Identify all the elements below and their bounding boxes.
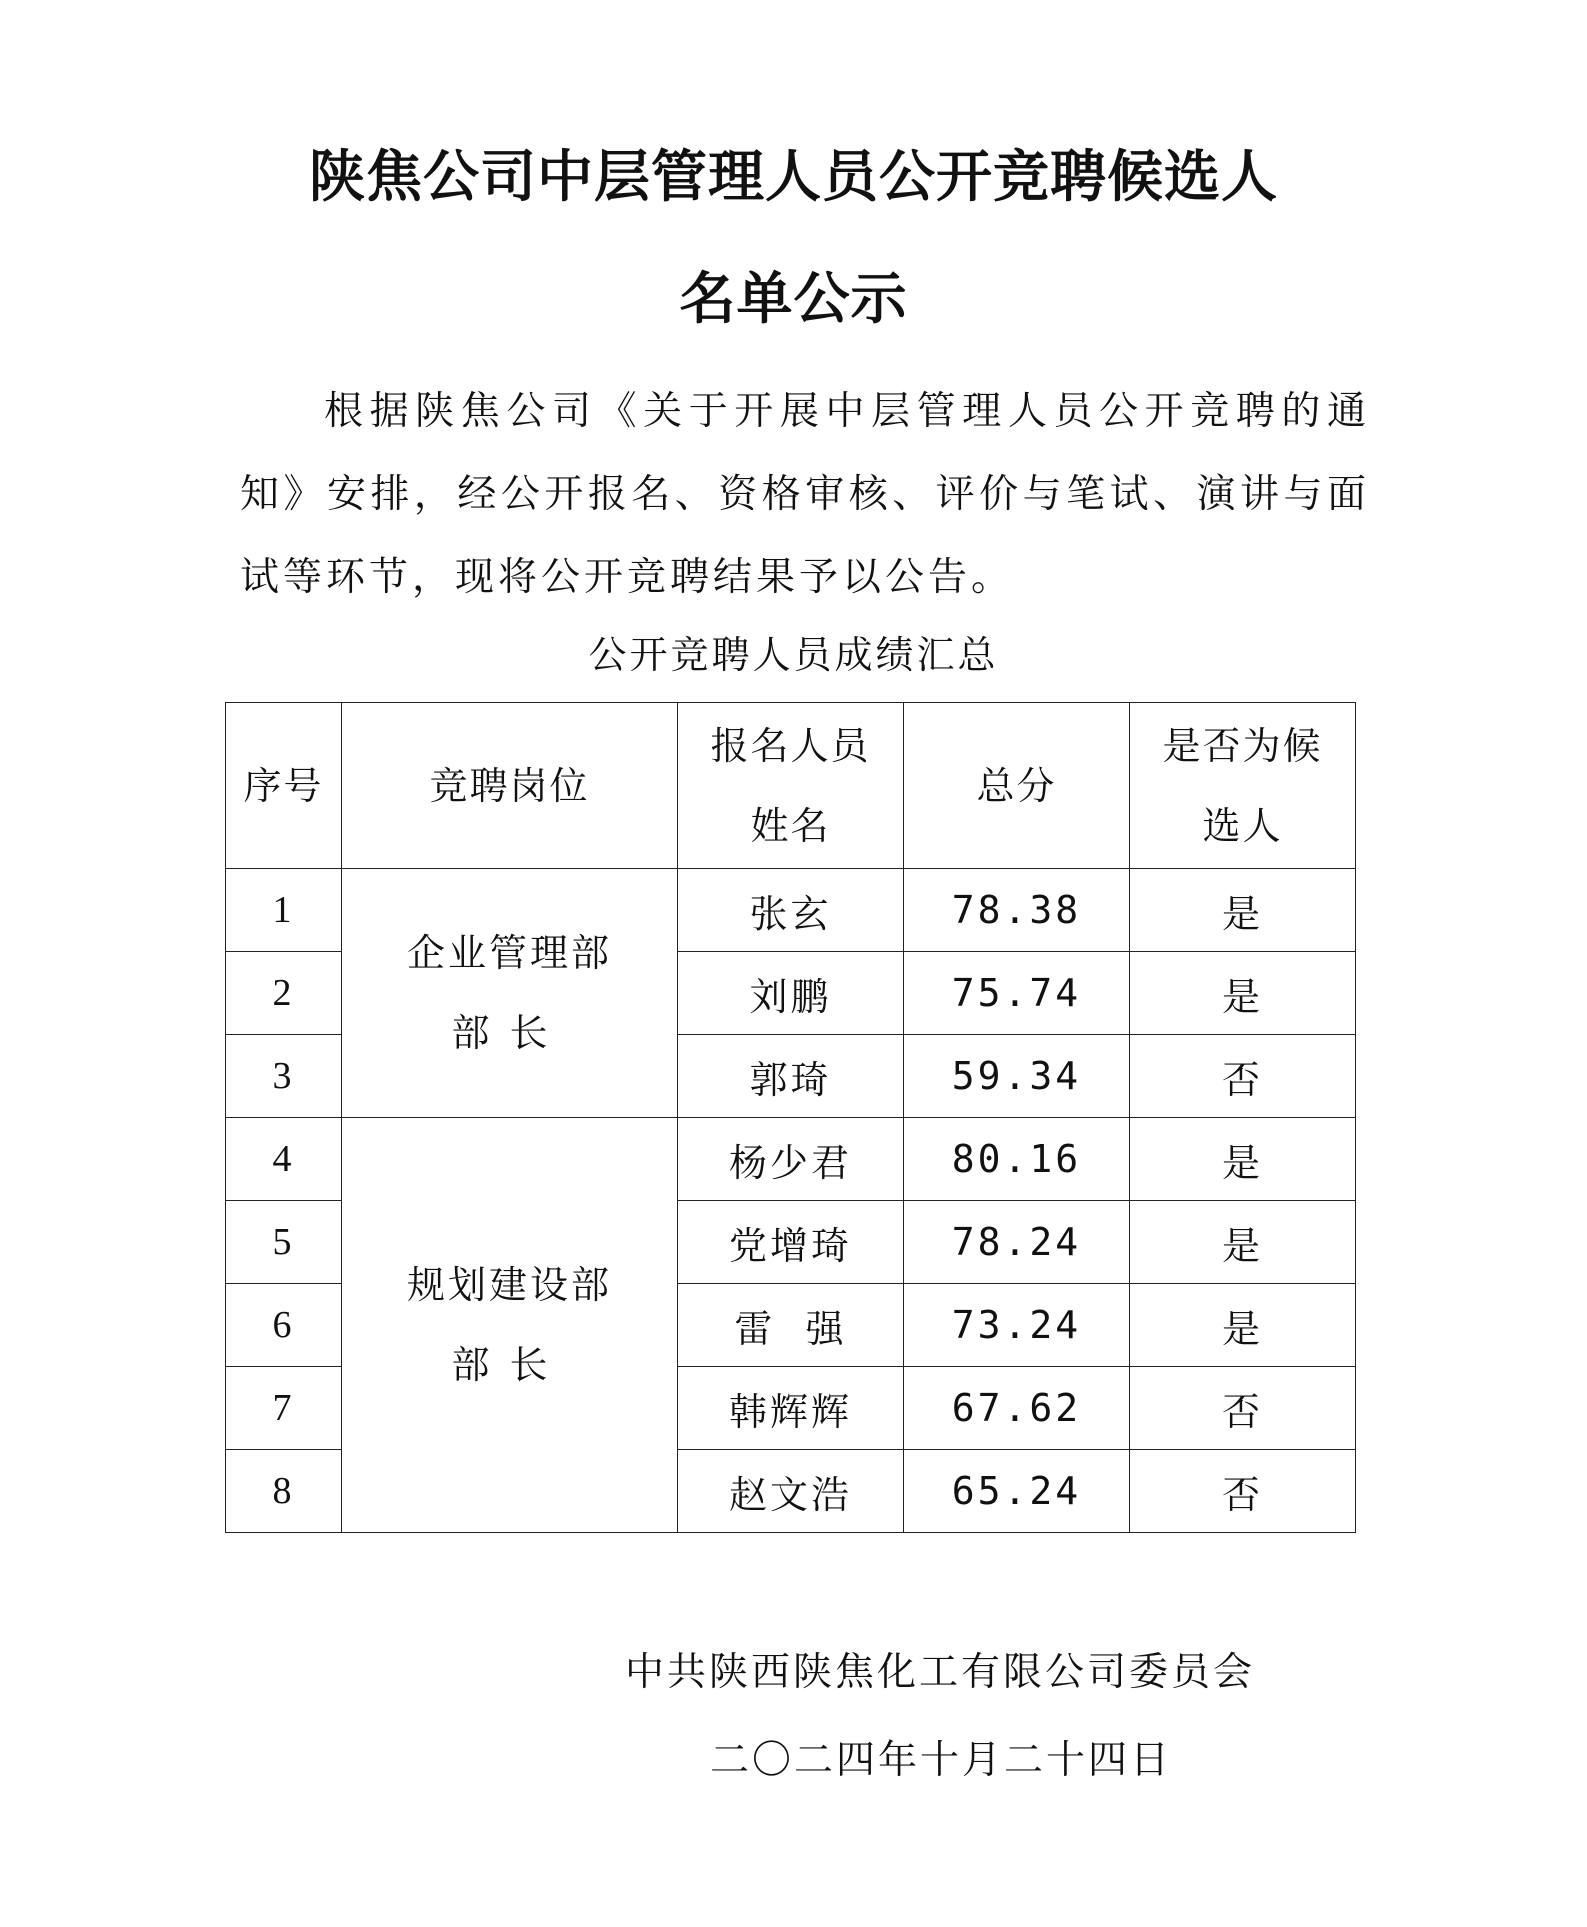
row-name: 郭琦 xyxy=(678,1035,904,1118)
header-name xyxy=(678,703,904,869)
row-candidate: 是 xyxy=(1130,869,1356,952)
position-cell-planning-construction xyxy=(342,1118,678,1533)
header-candidate-line-1: 是否为候 xyxy=(1162,723,1323,768)
table-row xyxy=(226,1118,1356,1201)
row-index: 4 xyxy=(226,1118,342,1201)
row-name: 赵文浩 xyxy=(678,1450,904,1533)
row-name: 张玄 xyxy=(678,869,904,952)
row-candidate: 否 xyxy=(1130,1450,1356,1533)
position-title: 部长 xyxy=(451,1011,568,1055)
row-score: 75.74 xyxy=(904,952,1130,1035)
row-name: 党增琦 xyxy=(678,1201,904,1284)
row-candidate: 是 xyxy=(1130,1284,1356,1367)
row-index: 1 xyxy=(226,869,342,952)
header-name-line-2: 姓名 xyxy=(750,803,831,848)
document-title-line-1: 陕焦公司中层管理人员公开竞聘候选人 xyxy=(309,145,1278,210)
position-dept: 规划建设部 xyxy=(406,1263,612,1307)
row-candidate: 是 xyxy=(1130,1118,1356,1201)
row-candidate: 否 xyxy=(1130,1367,1356,1450)
row-index: 3 xyxy=(226,1035,342,1118)
document-title-line-2: 名单公示 xyxy=(679,267,908,332)
row-candidate: 是 xyxy=(1130,1201,1356,1284)
position-dept: 企业管理部 xyxy=(406,931,612,975)
row-name: 雷 强 xyxy=(678,1284,904,1367)
table-header-row xyxy=(226,703,1356,869)
signature-organization: 中共陕西陕焦化工有限公司委员会 xyxy=(625,1650,1256,1695)
signature-date: 二〇二四年十月二十四日 xyxy=(710,1738,1173,1783)
header-candidate-line-2: 选人 xyxy=(1202,803,1283,848)
row-index: 5 xyxy=(226,1201,342,1284)
header-name-line-1: 报名人员 xyxy=(710,723,871,768)
header-position: 竞聘岗位 xyxy=(342,703,678,869)
position-cell-enterprise-management xyxy=(342,869,678,1118)
row-score: 78.24 xyxy=(904,1201,1130,1284)
row-score: 80.16 xyxy=(904,1118,1130,1201)
row-index: 7 xyxy=(226,1367,342,1450)
row-score: 73.24 xyxy=(904,1284,1130,1367)
row-score: 65.24 xyxy=(904,1450,1130,1533)
header-index: 序号 xyxy=(226,703,342,869)
table-caption: 公开竞聘人员成绩汇总 xyxy=(588,633,999,677)
row-score: 59.34 xyxy=(904,1035,1130,1118)
intro-paragraph: 根据陕焦公司《关于开展中层管理人员公开竞聘的通知》安排，经公开报名、资格审核、评价与笔试、演讲与面试等环节，现将公开竞聘结果予以公告。 xyxy=(240,389,1370,600)
score-summary-table xyxy=(225,702,1356,1533)
header-score: 总分 xyxy=(904,703,1130,869)
table-row xyxy=(226,869,1356,952)
row-score: 78.38 xyxy=(904,869,1130,952)
row-name: 杨少君 xyxy=(678,1118,904,1201)
row-name: 刘鹏 xyxy=(678,952,904,1035)
header-candidate xyxy=(1130,703,1356,869)
row-score: 67.62 xyxy=(904,1367,1130,1450)
row-index: 8 xyxy=(226,1450,342,1533)
row-candidate: 是 xyxy=(1130,952,1356,1035)
position-title: 部长 xyxy=(451,1343,568,1387)
row-candidate: 否 xyxy=(1130,1035,1356,1118)
row-index: 6 xyxy=(226,1284,342,1367)
row-name: 韩辉辉 xyxy=(678,1367,904,1450)
row-index: 2 xyxy=(226,952,342,1035)
